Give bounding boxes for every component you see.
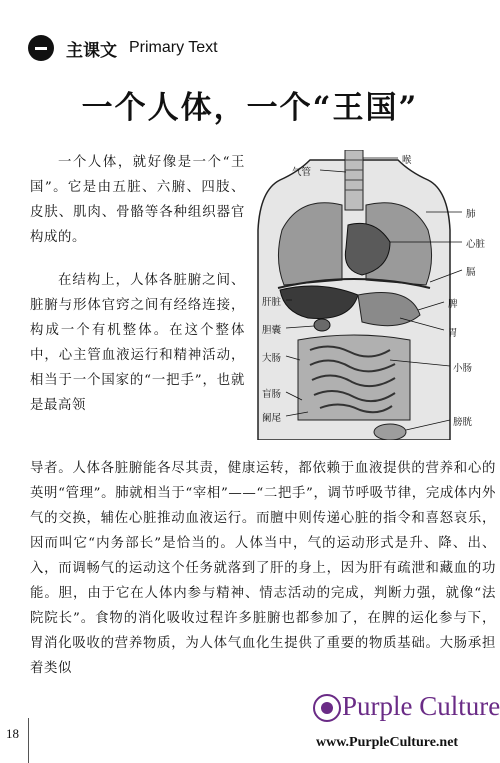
section-header [28,35,218,61]
label-stomach: 胃 [448,328,458,339]
paragraph-3: 导者。人体各脏腑能各尽其责，健康运转，都依赖于血液提供的营养和心的英明“管理”。肺就相当于“宰相”——“二把手”，调节呼吸节律，完成体内外气的交换，辅佐心脏推动血液运行。而膻中则传递心脏的指令和喜怒哀乐，因而叫它“内务部长”是恰当的。人体当中，气的运动形式是升、降、出、入，而调畅气的运动这个任务就落到了肝的身上，因为肝有疏泄和藏血的功能。胆，由于它在人体内参与精神、情志活动的完成，判断力强，就像“法院院长”。食物的消化吸收过程许多脏腑也都参加了，在脾的运化参与下，胃消化吸收的营养物质，为人体气血化生提供了重要的物质基础。大肠承担着类似 [30,461,496,676]
page-number: 18 [6,726,19,741]
paragraph-2: 在结构上，人体各脏腑之间、脏腑与形体官窍之间有经络连接，构成一个有机整体。在这个整体中，心主管血液运行和精神活动，相当于一个国家的“一把手”，也就是最高领 [30,273,245,413]
torso-illustration [250,150,498,440]
watermark-logo-icon [312,693,342,723]
label-lung: 肺 [466,209,476,220]
paragraph-1: 一个人体，就好像是一个“王国”。它是由五脏、六腑、四肢、皮肤、肌肉、骨骼等各种组织器官构成的。 [30,155,245,245]
label-small-intestine: 小肠 [453,363,473,374]
section-bullet-icon [28,35,54,61]
label-spleen: 脾 [448,299,458,310]
label-heart: 心脏 [466,239,486,250]
label-gallbladder: 胆囊 [262,325,282,336]
label-bladder: 膀胱 [453,417,473,428]
page-title: 一个人体，一个“王国” [81,90,419,126]
watermark [312,689,498,761]
anatomy-figure [250,150,498,440]
watermark-url: www.PurpleCulture.net [316,735,459,750]
label-appendix: 阑尾 [262,413,282,424]
label-throat: 喉 [402,155,412,166]
margin-rule [28,718,29,763]
section-title-en: Primary Text [129,39,218,56]
section-title-zh: 主课文 [66,40,117,61]
label-diaphragm: 膈 [466,267,476,278]
label-large-intestine: 大肠 [262,353,282,364]
label-trachea: 气管 [292,167,312,178]
watermark-brand: Purple Culture [342,691,500,721]
label-cecum: 盲肠 [262,389,282,400]
label-liver: 肝脏 [262,297,282,308]
